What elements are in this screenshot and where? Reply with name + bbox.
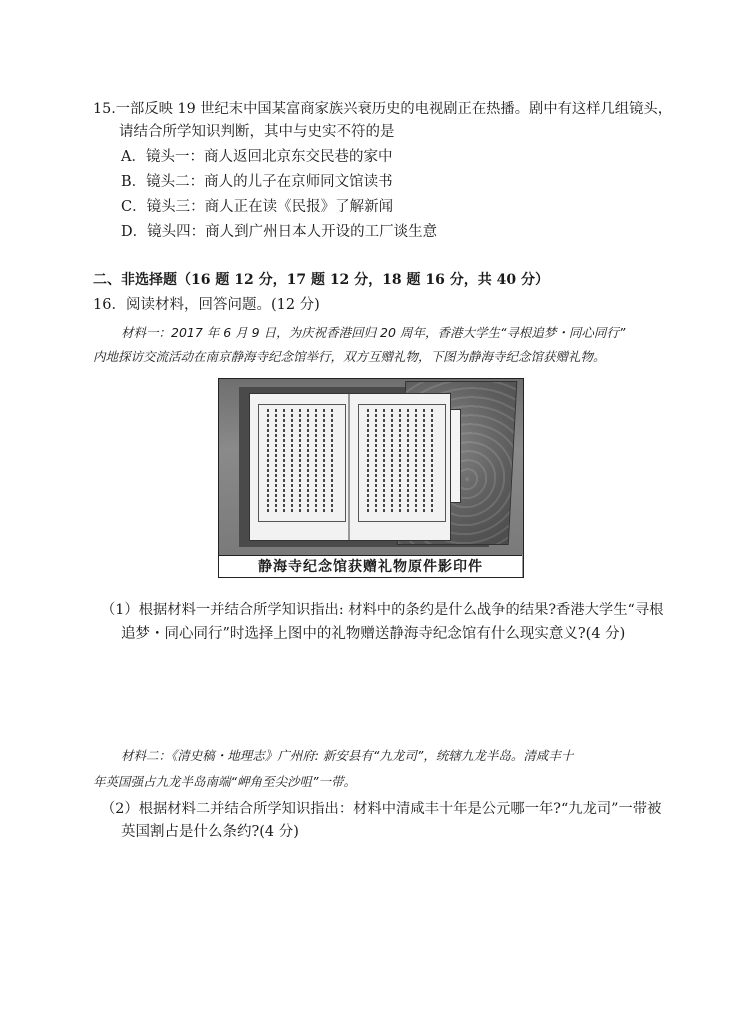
q15-option-c: C．镜头三：商人正在读《民报》了解新闻 [121, 199, 394, 215]
material2-line1: 材料二：《清史稿・地理志》广州府: 新安县有“九龙司”，统辖九龙半岛。清咸丰十 [121, 748, 574, 763]
material1-line2: 内地探访交流活动在南京静海寺纪念馆举行，双方互赠礼物，下图为静海寺纪念馆获赠礼物。 [93, 349, 606, 364]
q15-option-a: A．镜头一：商人返回北京东交民巷的家中 [121, 149, 393, 165]
q15-option-d: D．镜头四：商人到广州日本人开设的工厂谈生意 [121, 224, 438, 240]
q15-stem-line1: 15.一部反映 19 世纪末中国某富商家族兴衰历史的电视剧正在热播。剧中有这样几组镜头， [93, 101, 672, 117]
left-page [258, 404, 346, 522]
q16-sub2-line1: （2）根据材料二并结合所学知识指出：材料中清咸丰十年是公元哪一年?“九龙司”一带被 [101, 801, 662, 817]
right-page [358, 404, 446, 522]
material2-line2: 年英国强占九龙半岛南端“岬角至尖沙咀”一带。 [93, 774, 356, 789]
material1-line1: 材料一：2017 年 6 月 9 日，为庆祝香港回归 20 周年，香港大学生“寻根追梦・同心同行” [121, 325, 626, 340]
gift-photo-figure [218, 378, 524, 578]
q16-stem: 16．阅读材料，回答问题。(12 分) [93, 297, 320, 313]
q16-sub2-line2: 英国割占是什么条约?(4 分) [121, 824, 299, 840]
q16-sub1-line1: （1）根据材料一并结合所学知识指出: 材料中的条约是什么战争的结果?香港大学生“寻根 [101, 602, 664, 618]
section2-heading: 二、非选择题（16 题 12 分，17 题 12 分，18 题 16 分，共 40 分） [93, 272, 549, 288]
open-book [249, 393, 451, 541]
q15-option-b: B．镜头二：商人的儿子在京师同文馆读书 [121, 174, 393, 190]
q15-stem-line2: 请结合所学知识判断，其中与史实不符的是 [119, 124, 395, 140]
figure-caption: 静海寺纪念馆获赠礼物原件影印件 [219, 555, 522, 578]
book-spine [348, 394, 350, 540]
q16-sub1-line2: 追梦・同心同行”时选择上图中的礼物赠送静海寺纪念馆有什么现实意义?(4 分) [121, 626, 626, 642]
